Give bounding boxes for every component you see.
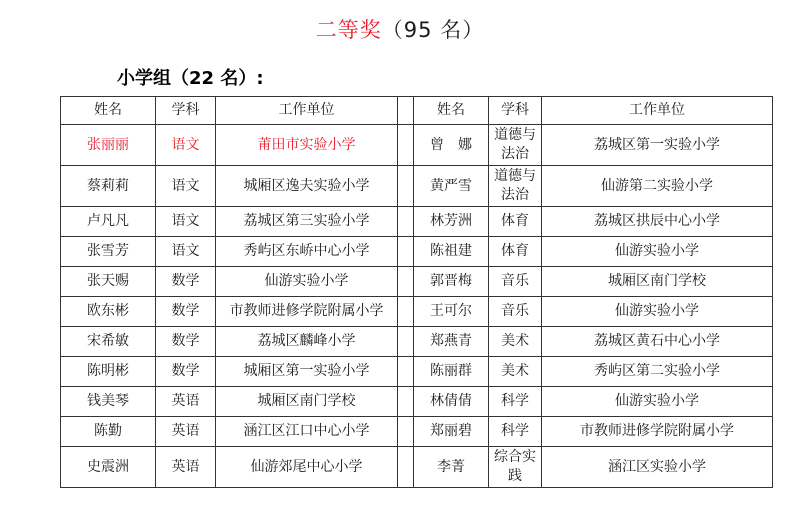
winner-name-cell: 曾 娜 xyxy=(414,125,489,166)
subject-cell: 语文 xyxy=(156,237,216,267)
subject-cell: 体育 xyxy=(489,237,542,267)
subject-cell: 英语 xyxy=(156,417,216,447)
subject-cell: 英语 xyxy=(156,447,216,488)
work-unit-cell: 荔城区拱辰中心小学 xyxy=(542,207,773,237)
column-gap xyxy=(398,207,414,237)
subject-cell: 语文 xyxy=(156,207,216,237)
column-gap xyxy=(398,327,414,357)
work-unit-cell: 涵江区江口中心小学 xyxy=(216,417,398,447)
column-gap xyxy=(398,447,414,488)
work-unit-cell: 荔城区黄石中心小学 xyxy=(542,327,773,357)
group-heading: 小学组（22 名）: xyxy=(117,68,264,89)
work-unit-cell: 仙游郊尾中心小学 xyxy=(216,447,398,488)
winner-name-cell: 陈丽群 xyxy=(414,357,489,387)
column-gap xyxy=(398,417,414,447)
winner-name-cell: 宋希敏 xyxy=(61,327,156,357)
work-unit-cell: 仙游实验小学 xyxy=(542,387,773,417)
work-unit-cell: 城厢区第一实验小学 xyxy=(216,357,398,387)
winner-name-cell: 钱美琴 xyxy=(61,387,156,417)
column-gap xyxy=(398,237,414,267)
table-row xyxy=(61,267,773,297)
table-row xyxy=(61,166,773,207)
winner-name-cell: 王可尔 xyxy=(414,297,489,327)
award-level: 二等奖 xyxy=(315,18,382,42)
winner-name-cell: 欧东彬 xyxy=(61,297,156,327)
table-row xyxy=(61,207,773,237)
work-unit-cell: 涵江区实验小学 xyxy=(542,447,773,488)
subject-cell: 综合实践 xyxy=(489,447,542,488)
work-unit-cell: 城厢区南门学校 xyxy=(542,267,773,297)
winner-name-cell: 陈明彬 xyxy=(61,357,156,387)
work-unit-cell: 仙游实验小学 xyxy=(542,297,773,327)
subject-cell: 数学 xyxy=(156,267,216,297)
winner-name-cell: 张天赐 xyxy=(61,267,156,297)
work-unit-cell: 仙游实验小学 xyxy=(216,267,398,297)
work-unit-cell: 荔城区第三实验小学 xyxy=(216,207,398,237)
work-unit-cell: 荔城区第一实验小学 xyxy=(542,125,773,166)
work-unit-cell: 城厢区逸夫实验小学 xyxy=(216,166,398,207)
table-row xyxy=(61,297,773,327)
subject-cell: 数学 xyxy=(156,327,216,357)
table-row xyxy=(61,387,773,417)
table-row xyxy=(61,125,773,166)
winner-name-cell: 黄严雪 xyxy=(414,166,489,207)
winner-name-cell: 李菁 xyxy=(414,447,489,488)
subject-cell: 科学 xyxy=(489,417,542,447)
subject-cell: 音乐 xyxy=(489,267,542,297)
award-table xyxy=(60,96,773,488)
winner-name-cell: 陈勤 xyxy=(61,417,156,447)
winner-name-cell: 蔡莉莉 xyxy=(61,166,156,207)
winner-name-cell: 林倩倩 xyxy=(414,387,489,417)
work-unit-cell: 秀屿区第二实验小学 xyxy=(542,357,773,387)
subject-cell: 科学 xyxy=(489,387,542,417)
winner-name-cell: 林芳洲 xyxy=(414,207,489,237)
winner-name-cell: 郑丽碧 xyxy=(414,417,489,447)
subject-cell: 道德与法治 xyxy=(489,125,542,166)
column-gap xyxy=(398,125,414,166)
winner-name-cell: 郭晋梅 xyxy=(414,267,489,297)
subject-cell: 音乐 xyxy=(489,297,542,327)
subject-cell: 美术 xyxy=(489,327,542,357)
header-subject-left: 学科 xyxy=(156,97,216,125)
work-unit-cell: 荔城区麟峰小学 xyxy=(216,327,398,357)
work-unit-cell: 仙游第二实验小学 xyxy=(542,166,773,207)
column-gap xyxy=(398,97,414,125)
award-count: （95 名） xyxy=(381,18,485,42)
winner-name-cell: 史震洲 xyxy=(61,447,156,488)
subject-cell: 语文 xyxy=(156,125,216,166)
winner-name-cell: 张雪芳 xyxy=(61,237,156,267)
subject-cell: 道德与法治 xyxy=(489,166,542,207)
subject-cell: 英语 xyxy=(156,387,216,417)
winner-name-cell: 张丽丽 xyxy=(61,125,156,166)
header-unit-right: 工作单位 xyxy=(542,97,773,125)
header-name-right: 姓名 xyxy=(414,97,489,125)
work-unit-cell: 城厢区南门学校 xyxy=(216,387,398,417)
table-header-row xyxy=(61,97,773,125)
subject-cell: 美术 xyxy=(489,357,542,387)
winner-name-cell: 郑燕青 xyxy=(414,327,489,357)
work-unit-cell: 市教师进修学院附属小学 xyxy=(542,417,773,447)
work-unit-cell: 市教师进修学院附属小学 xyxy=(216,297,398,327)
work-unit-cell: 秀屿区东峤中心小学 xyxy=(216,237,398,267)
winner-name-cell: 陈祖建 xyxy=(414,237,489,267)
table-row xyxy=(61,417,773,447)
column-gap xyxy=(398,166,414,207)
column-gap xyxy=(398,267,414,297)
winner-name-cell: 卢凡凡 xyxy=(61,207,156,237)
work-unit-cell: 仙游实验小学 xyxy=(542,237,773,267)
column-gap xyxy=(398,357,414,387)
table-row xyxy=(61,357,773,387)
table-row xyxy=(61,327,773,357)
subject-cell: 语文 xyxy=(156,166,216,207)
column-gap xyxy=(398,297,414,327)
work-unit-cell: 莆田市实验小学 xyxy=(216,125,398,166)
table-row xyxy=(61,237,773,267)
column-gap xyxy=(398,387,414,417)
header-subject-right: 学科 xyxy=(489,97,542,125)
award-title xyxy=(0,14,800,44)
subject-cell: 体育 xyxy=(489,207,542,237)
subject-cell: 数学 xyxy=(156,357,216,387)
header-unit-left: 工作单位 xyxy=(216,97,398,125)
subject-cell: 数学 xyxy=(156,297,216,327)
header-name-left: 姓名 xyxy=(61,97,156,125)
table-row xyxy=(61,447,773,488)
